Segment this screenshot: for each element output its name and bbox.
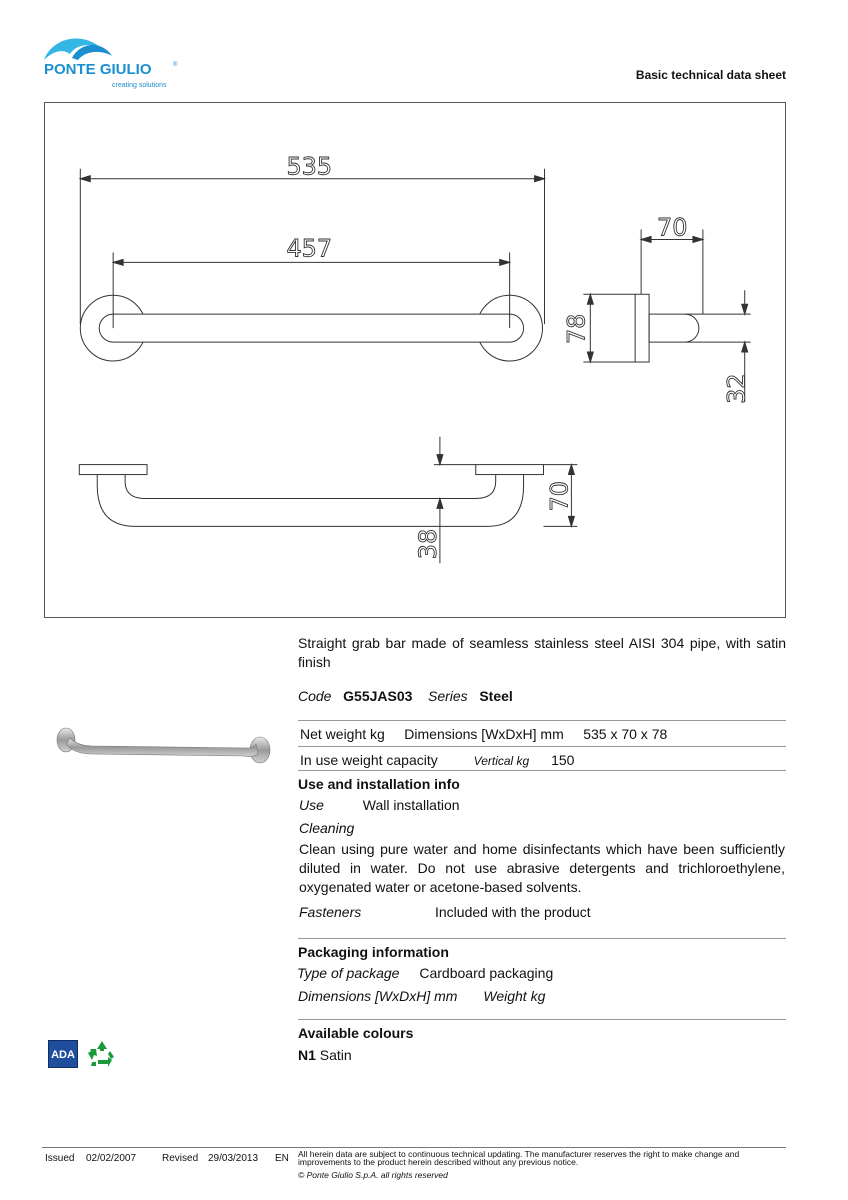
- top-bar-inner: [125, 475, 496, 499]
- series-value: Steel: [479, 688, 513, 704]
- code-label: Code: [298, 688, 332, 704]
- cleaning-text: Clean using pure water and home disinfectants which have been sufficiently diluted in water. Do not use abrasive detergents and trichloroethylene, oxygenated water or acetone-based solvents.: [299, 841, 785, 895]
- product-description: Straight grab bar made of seamless stainless steel AISI 304 pipe, with satin finish: [298, 635, 786, 670]
- dim-projection-bottom: 70: [545, 481, 574, 512]
- footer-copyright: © Ponte Giulio S.p.A. all rights reserved: [298, 1170, 448, 1180]
- divider-specs-bottom: [298, 770, 786, 771]
- code-series-line: [298, 688, 786, 704]
- front-bar: [99, 314, 523, 342]
- dim-overall-length: 535: [286, 152, 333, 181]
- net-weight-row: [300, 726, 667, 742]
- language-code: EN: [275, 1153, 289, 1164]
- side-rosette: [635, 294, 649, 362]
- fasteners-row: [299, 904, 591, 920]
- brand-name: PONTE GIULIO: [44, 61, 152, 78]
- technical-drawing: [44, 102, 786, 618]
- top-left-plate: [79, 465, 147, 475]
- package-dimensions-label: Dimensions [WxDxH] mm: [298, 988, 458, 1004]
- package-type-value: Cardboard packaging: [419, 965, 554, 981]
- fasteners-value: Included with the product: [435, 904, 591, 920]
- colour-item: [298, 1047, 352, 1063]
- document-title: Basic technical data sheet: [635, 68, 786, 82]
- dim-projection: 70: [657, 213, 688, 242]
- divider-specs-mid: [298, 746, 786, 747]
- packaging-title: Packaging information: [298, 944, 449, 960]
- dim-tube-diameter: 32: [722, 373, 751, 404]
- code-value: G55JAS03: [343, 688, 413, 704]
- brand-tagline: creating solutions: [112, 82, 167, 89]
- package-type-label: Type of package: [297, 965, 400, 981]
- dim-rosette-diameter: 78: [562, 313, 591, 345]
- divider-colours: [298, 1019, 786, 1020]
- colour-code: N1: [298, 1047, 316, 1063]
- use-value: Wall installation: [362, 797, 460, 813]
- colours-title: Available colours: [298, 1025, 414, 1041]
- divider-specs-top: [298, 720, 786, 721]
- package-type-row: [297, 965, 553, 981]
- issued-date: 02/02/2007: [86, 1153, 137, 1164]
- dimensions-value: 535 x 70 x 78: [583, 726, 668, 742]
- top-right-plate: [476, 465, 544, 475]
- recycle-icon: [86, 1038, 118, 1070]
- logo-wave-icon: [42, 32, 182, 92]
- use-row: [299, 797, 460, 813]
- dimensions-label: Dimensions [WxDxH] mm: [404, 726, 564, 742]
- use-install-title: Use and installation info: [298, 776, 460, 792]
- footer-disclaimer: All herein data are subject to continuous technical updating. The manufacturer reserves the right to make change and improvements to the product herein described without any previous notice.: [298, 1149, 740, 1167]
- footer-divider: [42, 1147, 786, 1148]
- use-label: Use: [299, 797, 324, 813]
- ada-badge-icon: [48, 1040, 78, 1068]
- capacity-row: [300, 752, 574, 768]
- ada-badge-text: ADA: [51, 1049, 75, 1061]
- ponte-giulio-logo: [42, 32, 182, 92]
- revised-label: Revised: [162, 1153, 199, 1164]
- package-weight-label: Weight kg: [483, 988, 546, 1004]
- dim-center-distance: 457: [286, 234, 333, 263]
- product-photo: [48, 724, 276, 770]
- package-dimensions-row: [298, 988, 545, 1004]
- capacity-label: In use weight capacity: [300, 752, 438, 768]
- divider-packaging: [298, 938, 786, 939]
- dim-clearance: 38: [413, 528, 442, 560]
- capacity-value: 150: [551, 752, 575, 768]
- net-weight-label: Net weight kg: [300, 726, 385, 742]
- capacity-sub-label: Vertical kg: [473, 754, 530, 768]
- series-label: Series: [427, 688, 468, 704]
- fasteners-label: Fasteners: [299, 904, 362, 920]
- revised-date: 29/03/2013: [208, 1153, 259, 1164]
- brand-trademark: ®: [173, 62, 178, 68]
- side-bar: [649, 314, 699, 342]
- issued-label: Issued: [45, 1153, 75, 1164]
- cleaning-label: Cleaning: [299, 820, 355, 836]
- colour-name: Satin: [319, 1047, 352, 1063]
- top-bar-outer: [97, 475, 523, 527]
